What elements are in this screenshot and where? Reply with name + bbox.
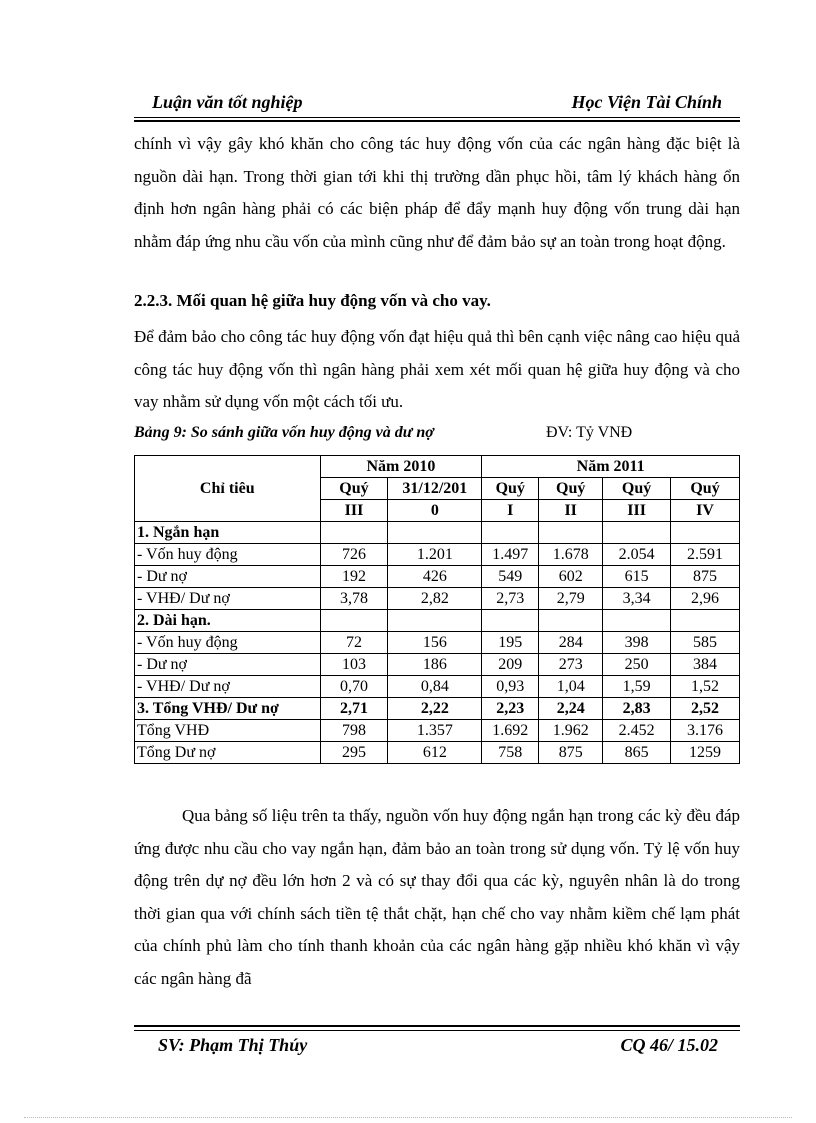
table-cell: 384 [671, 654, 740, 676]
table-cell: 1,52 [671, 676, 740, 698]
table-cell: 2,22 [388, 698, 482, 720]
header-period-sub: IV [671, 500, 740, 522]
table-cell: 726 [320, 544, 388, 566]
table-cell [388, 522, 482, 544]
table-cell: 3.176 [671, 720, 740, 742]
footer-student-name: SV: Phạm Thị Thúy [158, 1035, 308, 1055]
table-cell: 612 [388, 742, 482, 764]
table-cell: 0,70 [320, 676, 388, 698]
table-cell: 3,34 [603, 588, 671, 610]
table-cell: 1.962 [539, 720, 603, 742]
table-cell: 2,79 [539, 588, 603, 610]
row-label: - VHĐ/ Dư nợ [135, 676, 321, 698]
table-row [135, 632, 740, 654]
header-period: Quý [482, 478, 539, 500]
header-period-sub: II [539, 500, 603, 522]
table-cell: 875 [671, 566, 740, 588]
page-header [134, 92, 740, 114]
table-cell: 72 [320, 632, 388, 654]
row-label: 2. Dài hạn. [135, 610, 321, 632]
table-cell: 1,59 [603, 676, 671, 698]
table-cell: 1.357 [388, 720, 482, 742]
row-label: - VHĐ/ Dư nợ [135, 588, 321, 610]
footer-rule-thick [134, 1025, 740, 1027]
header-institution: Học Viện Tài Chính [571, 92, 722, 112]
table-cell: 284 [539, 632, 603, 654]
paragraph-section: Để đảm bảo cho công tác huy động vốn đạt hiệu quả thì bên cạnh việc nâng cao hiệu quả công tác huy động vốn thì ngân hàng phải xem xét mối quan hệ giữa huy động và cho vay nhằm sử dụng vốn một cách tối ưu. [134, 327, 740, 411]
header-thesis-label: Luận văn tốt nghiệp [152, 92, 303, 112]
table-cell: 2,96 [671, 588, 740, 610]
table-cell: 192 [320, 566, 388, 588]
table-cell: 156 [388, 632, 482, 654]
header-year-2011: Năm 2011 [482, 456, 740, 478]
table-cell [320, 610, 388, 632]
table-cell: 3,78 [320, 588, 388, 610]
header-period: Quý [320, 478, 388, 500]
table-row [135, 698, 740, 720]
table-cell: 2,71 [320, 698, 388, 720]
table-cell: 209 [482, 654, 539, 676]
table-cell: 295 [320, 742, 388, 764]
row-label: - Dư nợ [135, 566, 321, 588]
table-cell: 875 [539, 742, 603, 764]
header-period: Quý [671, 478, 740, 500]
table-row [135, 676, 740, 698]
table-cell: 2,24 [539, 698, 603, 720]
paragraph-intro: chính vì vậy gây khó khăn cho công tác huy động vốn của các ngân hàng đặc biệt là nguồn dài hạn. Trong thời gian tới khi thị trường dần phục hồi, tâm lý khách hàng ổn định hơn ngân hàng phải có các biện pháp để đẩy mạnh huy động vốn trung dài hạn nhằm đáp ứng nhu cầu vốn của mình cũng như để đảm bảo sự an toàn trong hoạt động. [134, 134, 740, 251]
table-cell: 0,93 [482, 676, 539, 698]
table-row [135, 544, 740, 566]
row-label: Tổng VHĐ [135, 720, 321, 742]
table-body [135, 522, 740, 764]
table-cell [539, 522, 603, 544]
header-period: Quý [539, 478, 603, 500]
table-cell: 2,52 [671, 698, 740, 720]
table-cell: 798 [320, 720, 388, 742]
header-period-sub: I [482, 500, 539, 522]
table-cell [671, 522, 740, 544]
table-cell: 1259 [671, 742, 740, 764]
table-cell: 1.497 [482, 544, 539, 566]
page-footer [134, 1035, 740, 1057]
table-cell [482, 522, 539, 544]
table-cell: 549 [482, 566, 539, 588]
page-edge [24, 1117, 792, 1118]
table-cell: 615 [603, 566, 671, 588]
paragraph-analysis [134, 800, 740, 995]
table-cell: 2.452 [603, 720, 671, 742]
table-cell: 2.054 [603, 544, 671, 566]
table-cell [320, 522, 388, 544]
row-label: - Vốn huy động [135, 544, 321, 566]
table-cell [603, 522, 671, 544]
table-cell: 195 [482, 632, 539, 654]
table-cell: 398 [603, 632, 671, 654]
table-cell [603, 610, 671, 632]
table-cell: 2,73 [482, 588, 539, 610]
header-indicator: Chỉ tiêu [135, 456, 321, 522]
table-row [135, 654, 740, 676]
table-cell: 1.678 [539, 544, 603, 566]
header-year-2010: Năm 2010 [320, 456, 482, 478]
table-header-row-years [135, 456, 740, 478]
table-cell: 2,83 [603, 698, 671, 720]
table-cell: 186 [388, 654, 482, 676]
table-cell: 758 [482, 742, 539, 764]
comparison-table [134, 455, 740, 764]
table-cell: 426 [388, 566, 482, 588]
table-cell [482, 610, 539, 632]
table-row [135, 588, 740, 610]
header-period-sub: III [603, 500, 671, 522]
table-cell: 2.591 [671, 544, 740, 566]
table-cell: 250 [603, 654, 671, 676]
table-cell: 103 [320, 654, 388, 676]
header-period-sub: 0 [388, 500, 482, 522]
table-cell: 273 [539, 654, 603, 676]
table-cell: 2,82 [388, 588, 482, 610]
header-period-sub: III [320, 500, 388, 522]
table-cell: 602 [539, 566, 603, 588]
header-rule-thick [134, 120, 740, 122]
table-row [135, 610, 740, 632]
table-cell: 2,23 [482, 698, 539, 720]
table-cell: 585 [671, 632, 740, 654]
table-cell: 865 [603, 742, 671, 764]
footer-class-code: CQ 46/ 15.02 [620, 1035, 718, 1055]
table-cell [388, 610, 482, 632]
section-heading: 2.2.3. Mối quan hệ giữa huy động vốn và cho vay. [134, 291, 491, 310]
table-cell: 1,04 [539, 676, 603, 698]
row-label: Tổng Dư nợ [135, 742, 321, 764]
table-caption [134, 424, 633, 442]
header-period: Quý [603, 478, 671, 500]
table-cell: 1.692 [482, 720, 539, 742]
table-row [135, 566, 740, 588]
header-period: 31/12/201 [388, 478, 482, 500]
row-label: 1. Ngắn hạn [135, 522, 321, 544]
table-caption-title: Bảng 9: So sánh giữa vốn huy động và dư nợ [134, 424, 434, 441]
paragraph-analysis-text: Qua bảng số liệu trên ta thấy, nguồn vốn huy động ngắn hạn trong các kỳ đều đáp ứng được nhu cầu cho vay ngắn hạn, đảm bảo an toàn trong sử dụng vốn. Tỷ lệ vốn huy động trên dự nợ đều lớn hơn 2 và có sự thay đổi qua các kỳ, nguyên nhân là do trong thời gian qua với chính sách tiền tệ thắt chặt, hạn chế cho vay nhằm kiềm chế lạm phát của chính phủ làm cho tính thanh khoản của các ngân hàng gặp nhiều khó khăn vì vậy các ngân hàng đã [134, 806, 740, 988]
table-cell: 0,84 [388, 676, 482, 698]
row-label: 3. Tổng VHĐ/ Dư nợ [135, 698, 321, 720]
footer-rule-thin [134, 1030, 740, 1031]
table-caption-unit: ĐV: Tỷ VNĐ [546, 424, 633, 441]
table-cell: 1.201 [388, 544, 482, 566]
table-row [135, 522, 740, 544]
table-row [135, 742, 740, 764]
row-label: - Dư nợ [135, 654, 321, 676]
header-rule-thin [134, 117, 740, 118]
table-cell [671, 610, 740, 632]
table-cell [539, 610, 603, 632]
row-label: - Vốn huy động [135, 632, 321, 654]
table-row [135, 720, 740, 742]
